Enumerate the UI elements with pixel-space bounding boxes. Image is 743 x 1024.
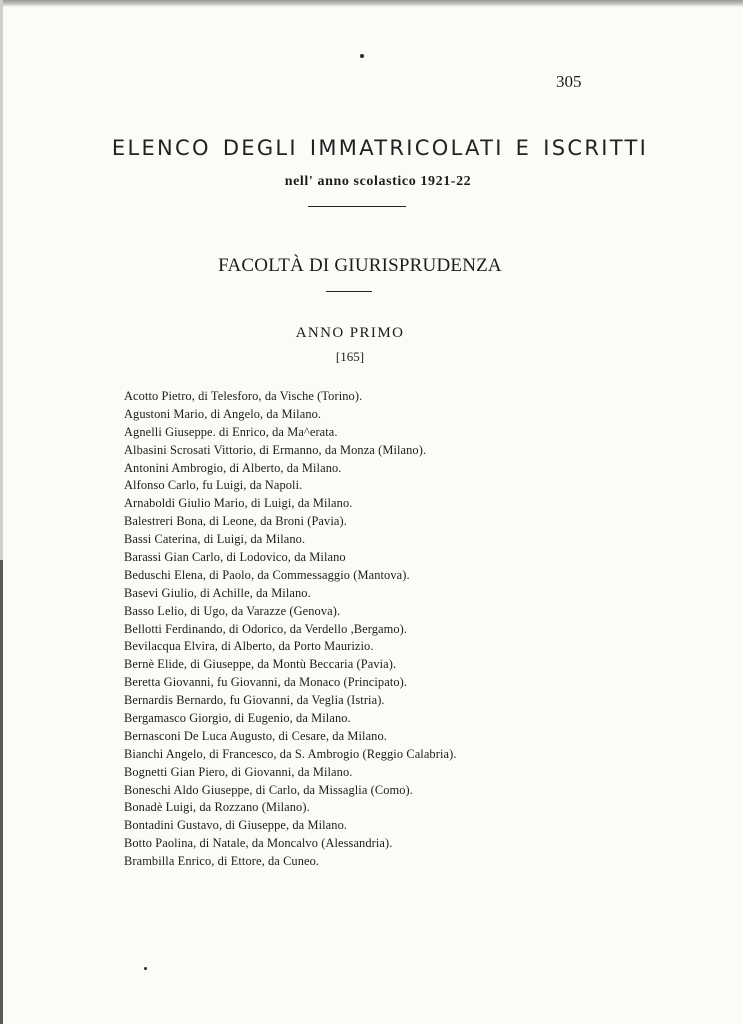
student-entry: Balestreri Bona, di Leone, da Broni (Pavia). xyxy=(124,514,347,529)
student-entry: Brambilla Enrico, di Ettore, da Cuneo. xyxy=(124,854,320,869)
student-entry: Bognetti Gian Piero, di Giovanni, da Milano. xyxy=(124,764,353,779)
ink-speck xyxy=(360,54,364,58)
page-title: ELENCO DEGLI IMMATRICOLATI E ISCRITTI xyxy=(111,136,649,160)
divider-rule xyxy=(308,206,406,207)
student-entry: Acotto Pietro, di Telesforo, da Vische (Torino). xyxy=(124,389,363,403)
student-entry: Bernasconi De Luca Augusto, di Cesare, da Milano. xyxy=(124,728,387,743)
student-entry: Basso Lelio, di Ugo, da Varazze (Genova). xyxy=(124,603,341,618)
student-entry: Beduschi Elena, di Paolo, da Commessaggio (Mantova). xyxy=(124,567,410,582)
student-entry: Basevi Giulio, di Achille, da Milano. xyxy=(124,585,311,600)
student-entry: Bonadè Luigi, da Rozzano (Milano). xyxy=(124,800,310,815)
student-entry: Bernardis Bernardo, fu Giovanni, da Veglia (Istria). xyxy=(124,693,385,708)
page-subtitle: nell' anno scolastico 1921-22 xyxy=(284,174,472,189)
year-heading: ANNO PRIMO xyxy=(295,325,405,341)
ink-speck xyxy=(144,967,147,970)
student-entry: Barassi Gian Carlo, di Lodovico, da Milano xyxy=(124,550,346,565)
student-entry: Alfonso Carlo, fu Luigi, da Napoli. xyxy=(124,478,303,493)
scan-left-edge-shadow xyxy=(0,560,3,1024)
student-entry: Agustoni Mario, di Angelo, da Milano. xyxy=(124,406,322,421)
student-entry: Beretta Giovanni, fu Giovanni, da Monaco (Principato). xyxy=(124,675,408,690)
student-entry: Bontadini Gustavo, di Giuseppe, da Milano. xyxy=(124,818,348,833)
student-entry: Bernè Elide, di Giuseppe, da Montù Beccaria (Pavia). xyxy=(124,657,397,672)
student-entry: Bergamasco Giorgio, di Eugenio, da Milano. xyxy=(124,711,351,726)
student-entry: Bevilacqua Elvira, di Alberto, da Porto Maurizio. xyxy=(124,639,374,654)
student-entry: Albasini Scrosati Vittorio, di Ermanno, da Monza (Milano). xyxy=(124,442,427,457)
student-entry: Bassi Caterina, di Luigi, da Milano. xyxy=(124,532,306,547)
student-entry: Bellotti Ferdinando, di Odorico, da Verdello ,Bergamo). xyxy=(124,621,408,636)
student-count: [165] xyxy=(335,349,365,364)
student-entry: Antonini Ambrogio, di Alberto, da Milano. xyxy=(124,460,342,475)
student-entry: Botto Paolina, di Natale, da Moncalvo (Alessandria). xyxy=(124,836,393,851)
divider-rule xyxy=(326,291,372,292)
page-number: 305 xyxy=(556,72,582,91)
student-entry: Arnaboldi Giulio Mario, di Luigi, da Milano. xyxy=(124,496,353,511)
student-entry: Agnelli Giuseppe. di Enrico, da Ma^erata. xyxy=(124,424,338,439)
student-list xyxy=(124,388,684,871)
faculty-heading: FACOLTÀ DI GIURISPRUDENZA xyxy=(218,255,502,276)
student-entry: Bianchi Angelo, di Francesco, da S. Ambrogio (Reggio Calabria). xyxy=(124,746,457,761)
student-entry: Boneschi Aldo Giuseppe, di Carlo, da Missaglia (Como). xyxy=(124,782,413,797)
scan-top-edge xyxy=(0,0,743,7)
